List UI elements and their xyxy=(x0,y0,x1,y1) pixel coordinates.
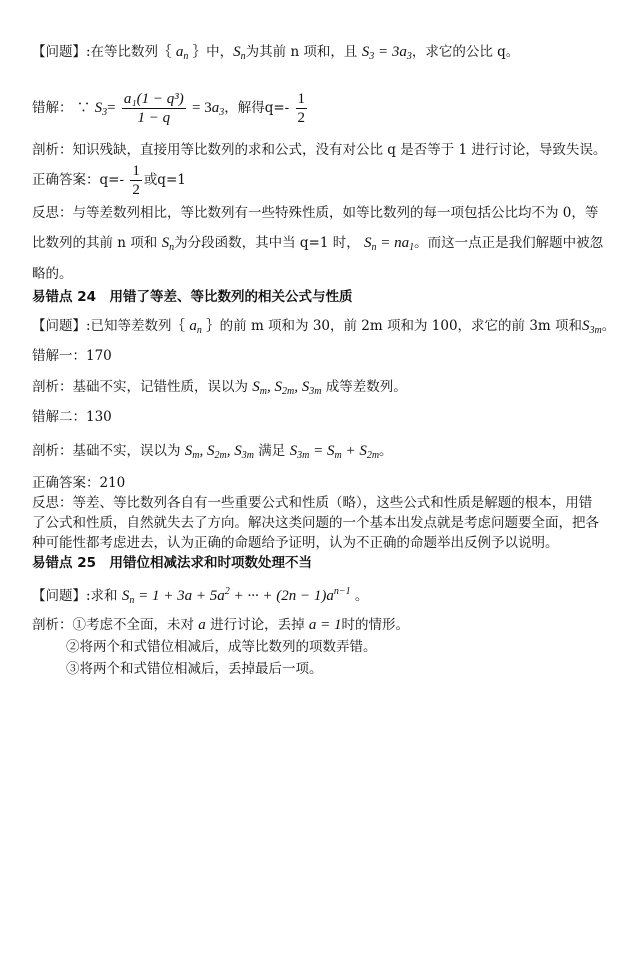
math-a-eq-1: a = 1 xyxy=(308,617,342,633)
analysis-text: 。 xyxy=(379,443,393,459)
reflection-1-line-3: 略的。 xyxy=(32,266,73,282)
analysis-3-item-2: ②将两个和式错位相减后，成等比数列的项数弄错。 xyxy=(66,639,377,655)
section-heading-24: 易错点 24 用错了等差、等比数列的相关公式与性质 xyxy=(32,289,353,305)
fraction-numerator: a₁(1 − q³) xyxy=(123,91,184,107)
because-symbol: ∵ xyxy=(76,100,91,116)
reflection-text: 。而这一点正是我们解题中被忽 xyxy=(414,235,604,251)
math-sn: $S_n$ xyxy=(161,235,175,253)
math-s3-eq-3a3: $S_3 = 3a_3$ xyxy=(361,44,412,62)
problem-text: :求和 xyxy=(86,588,118,604)
wrong-solution-2a: 错解一：170 xyxy=(32,348,112,364)
fraction-denominator: 2 xyxy=(132,182,140,198)
math-sm-s2m-s3m: $S_m$, $S_{2m}$, $S_{3m}$ xyxy=(252,379,322,397)
analysis-text: 满足 xyxy=(258,443,286,459)
problem-text: 。 xyxy=(354,588,369,604)
problem-label: 【问题】 xyxy=(32,44,86,60)
problem-label: 【问题】 xyxy=(32,588,86,604)
half-fraction xyxy=(130,162,142,199)
analysis-2b xyxy=(32,441,620,466)
solve-text: ，解得q=- xyxy=(224,100,290,116)
reflection-text: 为分段函数，其中当 q=1 时， xyxy=(174,235,360,251)
problem-text: 。 xyxy=(601,318,616,334)
fraction-denominator: 1 − q xyxy=(137,110,171,126)
answer-label: 正确答案：q=- xyxy=(32,172,125,188)
math-a3: $a_3$ xyxy=(211,100,225,118)
math-sn-na1: $S_n = na_1$ xyxy=(364,235,415,253)
problem-3 xyxy=(32,582,620,611)
fraction-numerator: 1 xyxy=(132,163,140,179)
analysis-text: 剖析：基础不实，误以为 xyxy=(32,443,181,459)
fraction-denominator: 2 xyxy=(297,110,306,126)
analysis-text: 剖析：①考虑不全面，未对 xyxy=(32,617,194,633)
math-s3: $S_3$ xyxy=(94,100,108,118)
reflection-text: 比数列的其前 n 项和 xyxy=(32,235,158,251)
problem-1 xyxy=(32,42,620,67)
problem-text: ｝的前 m 项和为 30，前 2m 项和为 100，求它的前 3m 项和 xyxy=(206,318,583,334)
wrong-label: 错解： xyxy=(32,100,73,116)
reflection-2-line-3: 种可能性都考虑进去，认为正确的命题给予证明，认为不正确的命题举出反例予以说明。 xyxy=(32,535,559,551)
math-s3m: $S_{3m}$ xyxy=(582,318,602,336)
answer-tail: 或q=1 xyxy=(143,172,186,188)
problem-text: ｝中， xyxy=(192,44,234,60)
math-an: $a_n$ xyxy=(189,318,202,336)
analysis-3-item-3: ③将两个和式错位相减后，丢掉最后一项。 xyxy=(66,661,323,677)
math-a: a xyxy=(198,617,206,633)
analysis-1: 剖析：知识残缺，直接用等比数列的求和公式，没有对公比 q 是否等于 1 进行讨论，导致失误。 xyxy=(32,142,607,158)
reflection-2-line-2: 了公式和性质，自然就失去了方向。解决这类问题的一个基本出发点就是考虑问题要全面，把各 xyxy=(32,515,599,531)
sum-formula-fraction xyxy=(122,90,186,127)
math-an: $a_n$ xyxy=(175,44,189,62)
fraction-numerator: 1 xyxy=(297,91,306,107)
math-series-sum: $S_n = 1 + 3a + 5a^2$ + ··· + $(2n - 1)a^{n-1}$ xyxy=(121,586,351,606)
math-sn: $S_n$ xyxy=(233,44,246,62)
problem-label: 【问题】 xyxy=(32,318,86,334)
problem-text: 为其前 n 项和，且 xyxy=(245,44,358,60)
analysis-text: 剖析：基础不实，记错性质，误以为 xyxy=(32,379,248,395)
math-sm-s2m-s3m: $S_m$, $S_{2m}$, $S_{3m}$ xyxy=(184,443,254,461)
problem-text: :已知等差数列｛ xyxy=(86,318,186,334)
analysis-text: 进行讨论，丢掉 xyxy=(210,617,305,633)
reflection-2-line-1: 反思：等差、等比数列各自有一些重要公式和性质（略），这些公式和性质是解题的根本，用错 xyxy=(32,495,593,511)
wrong-solution-1: 错解： ∵ $S_3=$ $\frac{\text{a₁(1 − q³)}}{1 - q}$ = $3a_3$，解得q=- $\frac{1}{2}$ xyxy=(32,91,306,126)
analysis-text: 时的情形。 xyxy=(341,617,410,633)
analysis-text: 成等差数列。 xyxy=(325,379,407,395)
answer-1 xyxy=(32,160,620,200)
analysis-2a xyxy=(32,377,620,402)
answer-2: 正确答案：210 xyxy=(32,475,126,491)
problem-2 xyxy=(32,316,620,341)
half-fraction xyxy=(296,90,308,127)
reflection-1-line-1: 反思：与等差数列相比，等比数列有一些特殊性质，如等比数列的每一项包括公比均不为 0，等 xyxy=(32,205,599,221)
math-s3m-eq: $S_{3m} = S_m + S_{2m}$ xyxy=(289,443,380,461)
problem-text: :在等比数列｛ xyxy=(86,44,172,60)
reflection-1-line-2 xyxy=(32,233,620,258)
analysis-3-item-1 xyxy=(32,615,620,635)
problem-text: ，求它的公比 q。 xyxy=(411,44,520,60)
wrong-solution-2b: 错解二：130 xyxy=(32,409,112,425)
section-heading-25: 易错点 25 用错位相减法求和时项数处理不当 xyxy=(32,555,312,571)
